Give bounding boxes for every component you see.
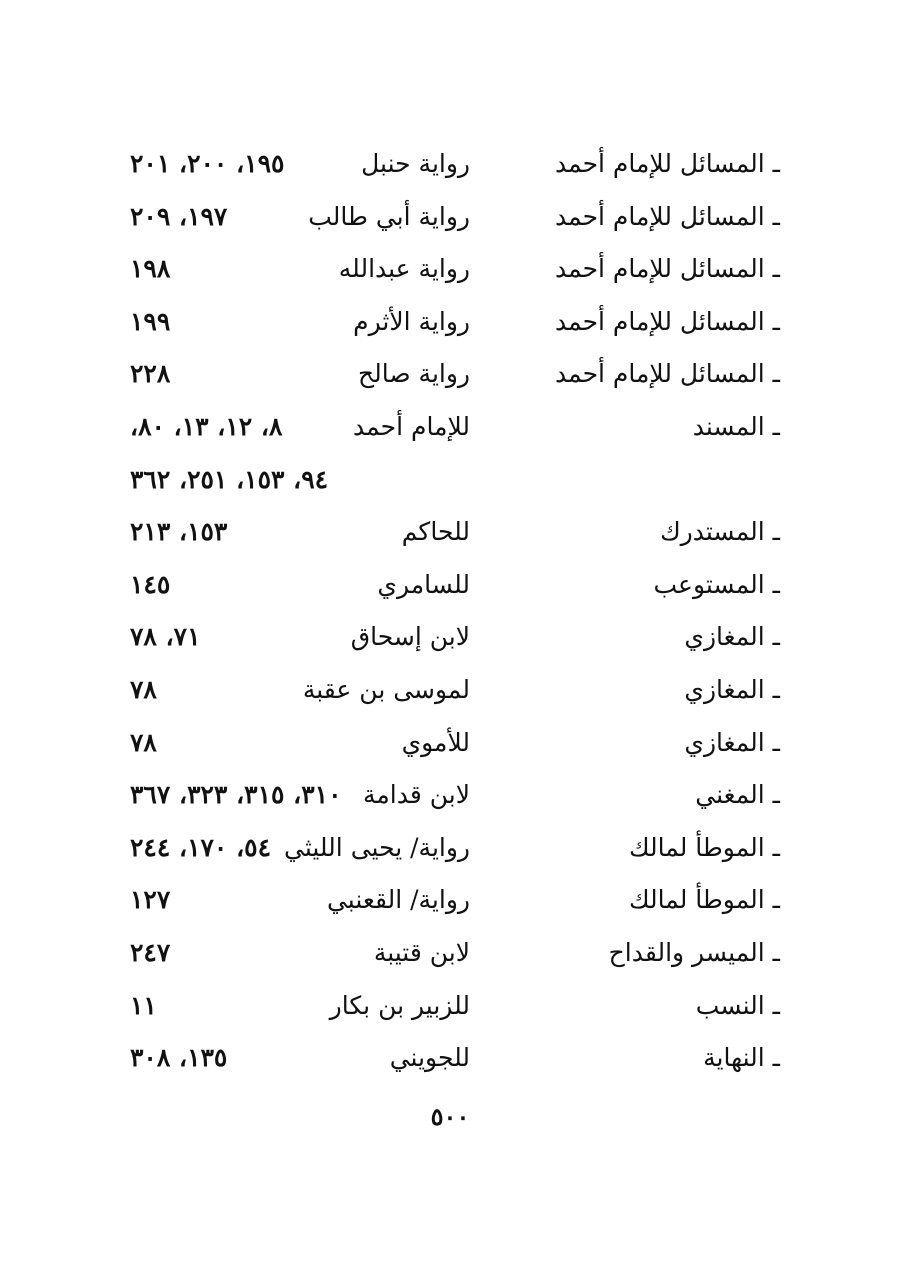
index-entry — [120, 611, 780, 664]
page-references: ٢٢٨ — [130, 359, 171, 389]
page-references: ١٥٣، ٢١٣ — [130, 517, 228, 547]
index-entry — [120, 191, 780, 244]
book-author-or-narration: لابن قتيبة — [373, 937, 470, 967]
book-title: ـ المغازي — [684, 674, 780, 704]
index-entry-continuation — [120, 454, 780, 507]
book-title: ـ الموطأ لمالك — [628, 885, 780, 915]
index-entry — [120, 1032, 780, 1085]
book-author-or-narration: لموسى بن عقبة — [302, 674, 470, 704]
book-author-or-narration: للإمام أحمد — [353, 411, 470, 441]
page-references: ٧٨ — [130, 727, 157, 757]
book-title: ـ المغني — [695, 780, 780, 810]
book-title: ـ المسائل للإمام أحمد — [555, 149, 780, 178]
book-title: ـ المستوعب — [653, 569, 780, 599]
page-references: ٣١٠، ٣١٥، ٣٢٣، ٣٦٧ — [130, 780, 342, 810]
page-references: ٢٤٧ — [130, 937, 171, 967]
index-entry — [120, 927, 780, 980]
book-author-or-narration: للحاكم — [401, 517, 470, 547]
book-author-or-narration: رواية حنبل — [361, 149, 470, 178]
index-entry — [120, 717, 780, 770]
book-title: ـ المسائل للإمام أحمد — [555, 359, 780, 389]
index-list — [120, 138, 780, 1085]
index-entry — [120, 296, 780, 349]
page-references: ٧١، ٧٨ — [130, 622, 201, 652]
index-entry — [120, 664, 780, 717]
index-entry — [120, 348, 780, 401]
book-title: ـ الموطأ لمالك — [628, 832, 780, 862]
index-entry — [120, 822, 780, 875]
page-references: ٥٤، ١٧٠، ٢٤٤ — [130, 832, 272, 862]
book-title: ـ المسائل للإمام أحمد — [555, 201, 780, 231]
book-author-or-narration: للزبير بن بكار — [329, 990, 470, 1020]
book-author-or-narration: رواية عبدالله — [338, 254, 470, 284]
book-author-or-narration: لابن قدامة — [362, 780, 470, 810]
index-entry — [120, 874, 780, 927]
index-entry — [120, 138, 780, 191]
index-entry — [120, 506, 780, 559]
page-references: ١٢٧ — [130, 885, 171, 915]
page-references: ١٩٨ — [130, 254, 171, 284]
page-references: ١١ — [130, 990, 157, 1020]
page-references: ٨، ١٢، ١٣، ٨٠، — [130, 411, 283, 441]
book-title: ـ المسائل للإمام أحمد — [555, 254, 780, 284]
book-author-or-narration: للأموي — [401, 727, 470, 757]
book-title: ـ النهاية — [703, 1043, 780, 1073]
book-author-or-narration: رواية/ القعنبي — [326, 885, 470, 915]
book-author-or-narration: رواية صالح — [358, 359, 470, 389]
page-references: ١٩٩ — [130, 306, 171, 336]
page-references: ١٩٥، ٢٠٠، ٢٠١ — [130, 149, 285, 178]
book-author-or-narration: للجويني — [389, 1043, 470, 1073]
page-number: ٥٠٠ — [430, 1102, 470, 1131]
book-title: ـ المغازي — [684, 727, 780, 757]
index-entry — [120, 980, 780, 1033]
book-title: ـ النسب — [695, 990, 780, 1020]
book-title: ـ المستدرك — [660, 517, 780, 547]
book-author-or-narration: لابن إسحاق — [350, 622, 470, 652]
book-title: ـ المسائل للإمام أحمد — [555, 306, 780, 336]
index-entry — [120, 243, 780, 296]
page-references: ١٣٥، ٣٠٨ — [130, 1043, 228, 1073]
index-entry — [120, 401, 780, 454]
book-author-or-narration: رواية الأثرم — [353, 306, 470, 336]
book-title: ـ المغازي — [684, 622, 780, 652]
index-entry — [120, 559, 780, 612]
page-references: ١٤٥ — [130, 569, 171, 599]
book-author-or-narration: للسامري — [377, 569, 470, 599]
book-title: ـ المسند — [692, 411, 780, 441]
index-entry — [120, 769, 780, 822]
book-title: ـ الميسر والقداح — [608, 937, 780, 967]
book-author-or-narration: رواية أبي طالب — [308, 201, 470, 231]
book-author-or-narration: رواية/ يحيى الليثي — [283, 832, 470, 862]
page-references: ١٩٧، ٢٠٩ — [130, 201, 228, 231]
page-references: ٩٤، ١٥٣، ٢٥١، ٣٦٢ — [130, 464, 329, 494]
page-references: ٧٨ — [130, 674, 157, 704]
